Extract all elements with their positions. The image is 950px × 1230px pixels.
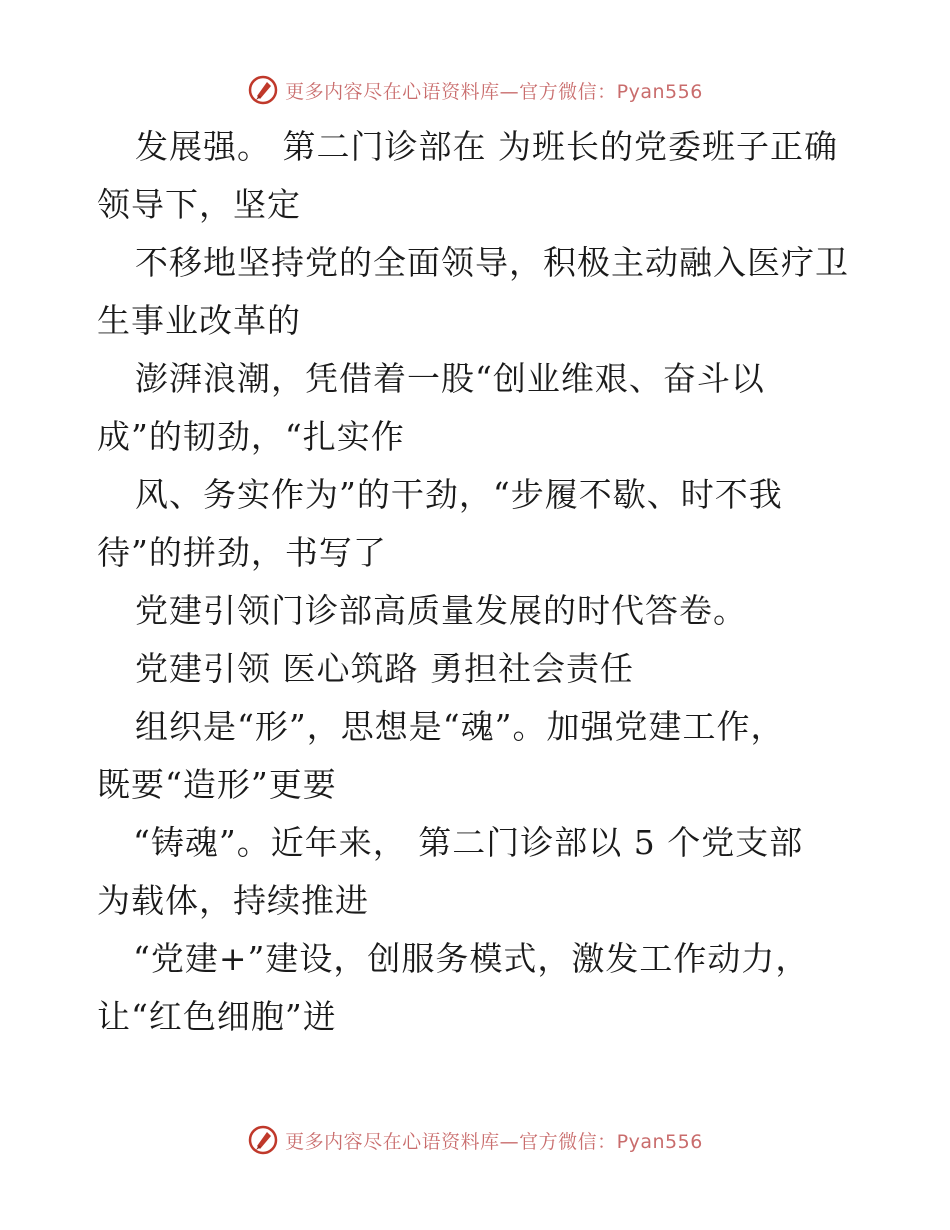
- text-line: 澎湃浪潮，凭借着一股“创业维艰、奋斗以: [135, 359, 765, 398]
- header-banner: [0, 70, 950, 110]
- text-line: “党建+”建设，创服务模式，激发工作动力，: [133, 939, 810, 978]
- footer-banner: [0, 1120, 950, 1160]
- header-banner-text: 更多内容尽在心语资料库—官方微信：Pyan556: [285, 80, 703, 103]
- text-line: 既要“造形”更要: [97, 765, 337, 804]
- footer-banner-text: 更多内容尽在心语资料库—官方微信：Pyan556: [285, 1130, 703, 1153]
- text-line: 不移地坚持党的全面领导，积极主动融入医疗卫: [135, 243, 849, 282]
- text-line: 党建引领门诊部高质量发展的时代答卷。: [135, 591, 747, 630]
- text-line: 让“红色细胞”迸: [97, 997, 337, 1036]
- text-line: 待”的拼劲，书写了: [97, 533, 387, 572]
- text-line: 发展强。 第二门诊部在 为班长的党委班子正确: [135, 127, 838, 166]
- text-line: 领导下，坚定: [97, 185, 301, 224]
- text-line: 组织是“形”，思想是“魂”。加强党建工作，: [135, 707, 785, 746]
- document-body: [97, 118, 857, 1046]
- text-line: 为载体，持续推进: [97, 881, 369, 920]
- section-heading: 党建引领 医心筑路 勇担社会责任: [135, 649, 634, 688]
- pen-nib-logo-icon: [247, 1124, 279, 1156]
- text-line: 风、务实作为”的干劲，“步履不歇、时不我: [135, 475, 783, 514]
- pen-nib-logo-icon: [247, 74, 279, 106]
- text-line: 生事业改革的: [97, 301, 301, 340]
- text-line: “铸魂”。近年来， 第二门诊部以 5 个党支部: [133, 823, 804, 862]
- text-line: 成”的韧劲，“扎实作: [97, 417, 405, 456]
